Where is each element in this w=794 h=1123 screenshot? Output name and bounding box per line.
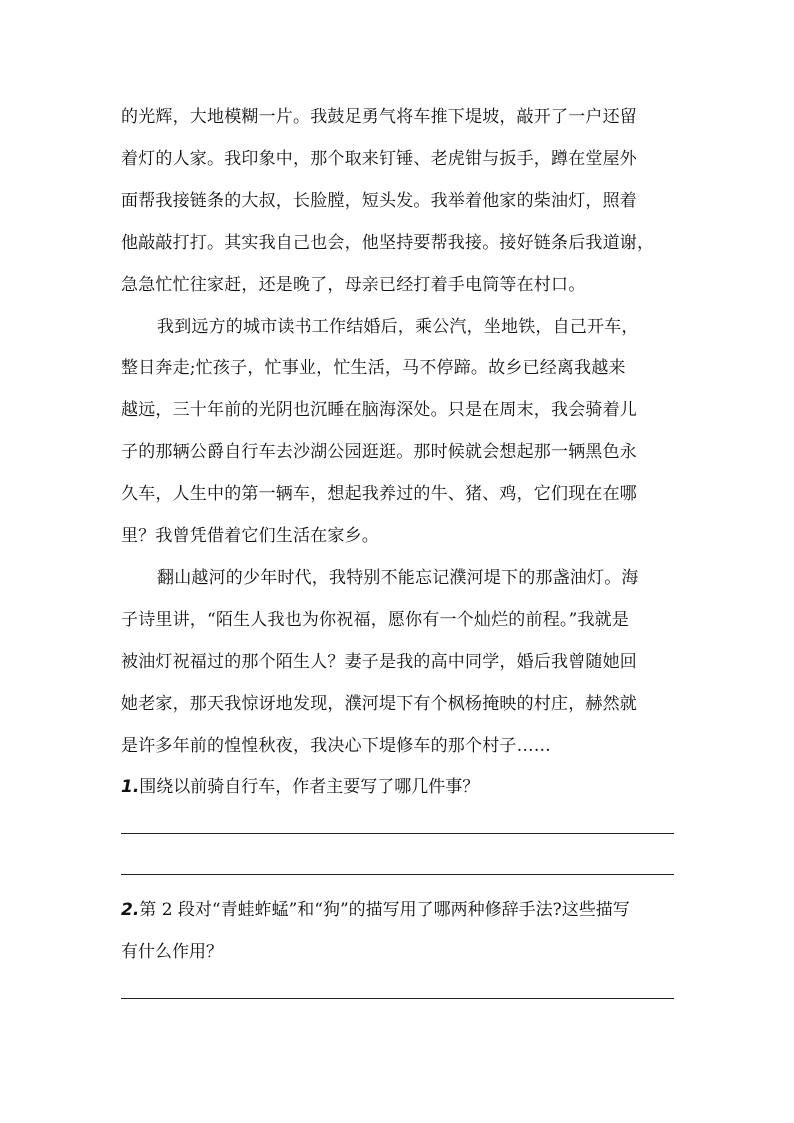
passage-line: 是许多年前的惶惶秋夜，我决心下堤修车的那个村子…… (121, 736, 551, 756)
question-text: 有什么作用？ (121, 942, 223, 962)
passage-line: 她老家，那天我惊讶地发现，濮河堤下有个枫杨掩映的村庄，赫然就 (121, 694, 637, 714)
passage-line: 翻山越河的少年时代，我特别不能忘记濮河堤下的那盏油灯。海 (157, 568, 639, 588)
passage-line: 着灯的人家。我印象中，那个取来钉锤、老虎钳与扳手，蹲在堂屋外 (121, 149, 637, 169)
passage-line: 子的那辆公爵自行车去沙湖公园逛逛。那时候就会想起那一辆黑色永 (121, 442, 637, 462)
passage-line: 急急忙忙往家赶，还是晚了，母亲已经打着手电筒等在村口。 (121, 275, 586, 295)
question-number: 2. (121, 900, 140, 920)
passage-line: 我到远方的城市读书工作结婚后，乘公汽，坐地铁，自己开车， (157, 317, 639, 337)
answer-line[interactable] (121, 833, 674, 834)
answer-line[interactable] (121, 998, 674, 999)
passage-line: 久车，人生中的第一辆车，想起我养过的牛、猪、鸡，它们现在在哪 (121, 484, 637, 504)
passage-line: 被油灯祝福过的那个陌生人？妻子是我的高中同学，婚后我曾随她回 (121, 652, 637, 672)
passage-line: 子诗里讲，“陌生人我也为你祝福，愿你有一个灿烂的前程。”我就是 (121, 610, 630, 630)
question-text: 围绕以前骑自行车，作者主要写了哪几件事？ (139, 777, 480, 797)
passage-line: 他敲敲打打。其实我自己也会，他坚持要帮我接。接好链条后我道谢， (121, 233, 655, 253)
question-2 (121, 898, 630, 922)
answer-line[interactable] (121, 874, 674, 875)
passage-line: 整日奔走;忙孩子，忙事业，忙生活，马不停蹄。故乡已经离我越来 (121, 358, 626, 378)
question-number: 1. (121, 777, 140, 797)
passage-line: 里？我曾凭借着它们生活在家乡。 (121, 526, 379, 546)
question-1 (121, 775, 479, 799)
question-2-cont (121, 940, 223, 964)
question-text: 第 2 段对“青蛙蚱蜢”和“狗”的描写用了哪两种修辞手法?这些描写 (139, 900, 630, 920)
passage-line: 的光辉，大地模糊一片。我鼓足勇气将车推下堤坡，敲开了一户还留 (121, 107, 637, 127)
passage-line: 越远，三十年前的光阴也沉睡在脑海深处。只是在周末，我会骑着儿 (121, 400, 637, 420)
passage-line: 面帮我接链条的大叔，长脸膛，短头发。我举着他家的柴油灯，照着 (121, 191, 637, 211)
